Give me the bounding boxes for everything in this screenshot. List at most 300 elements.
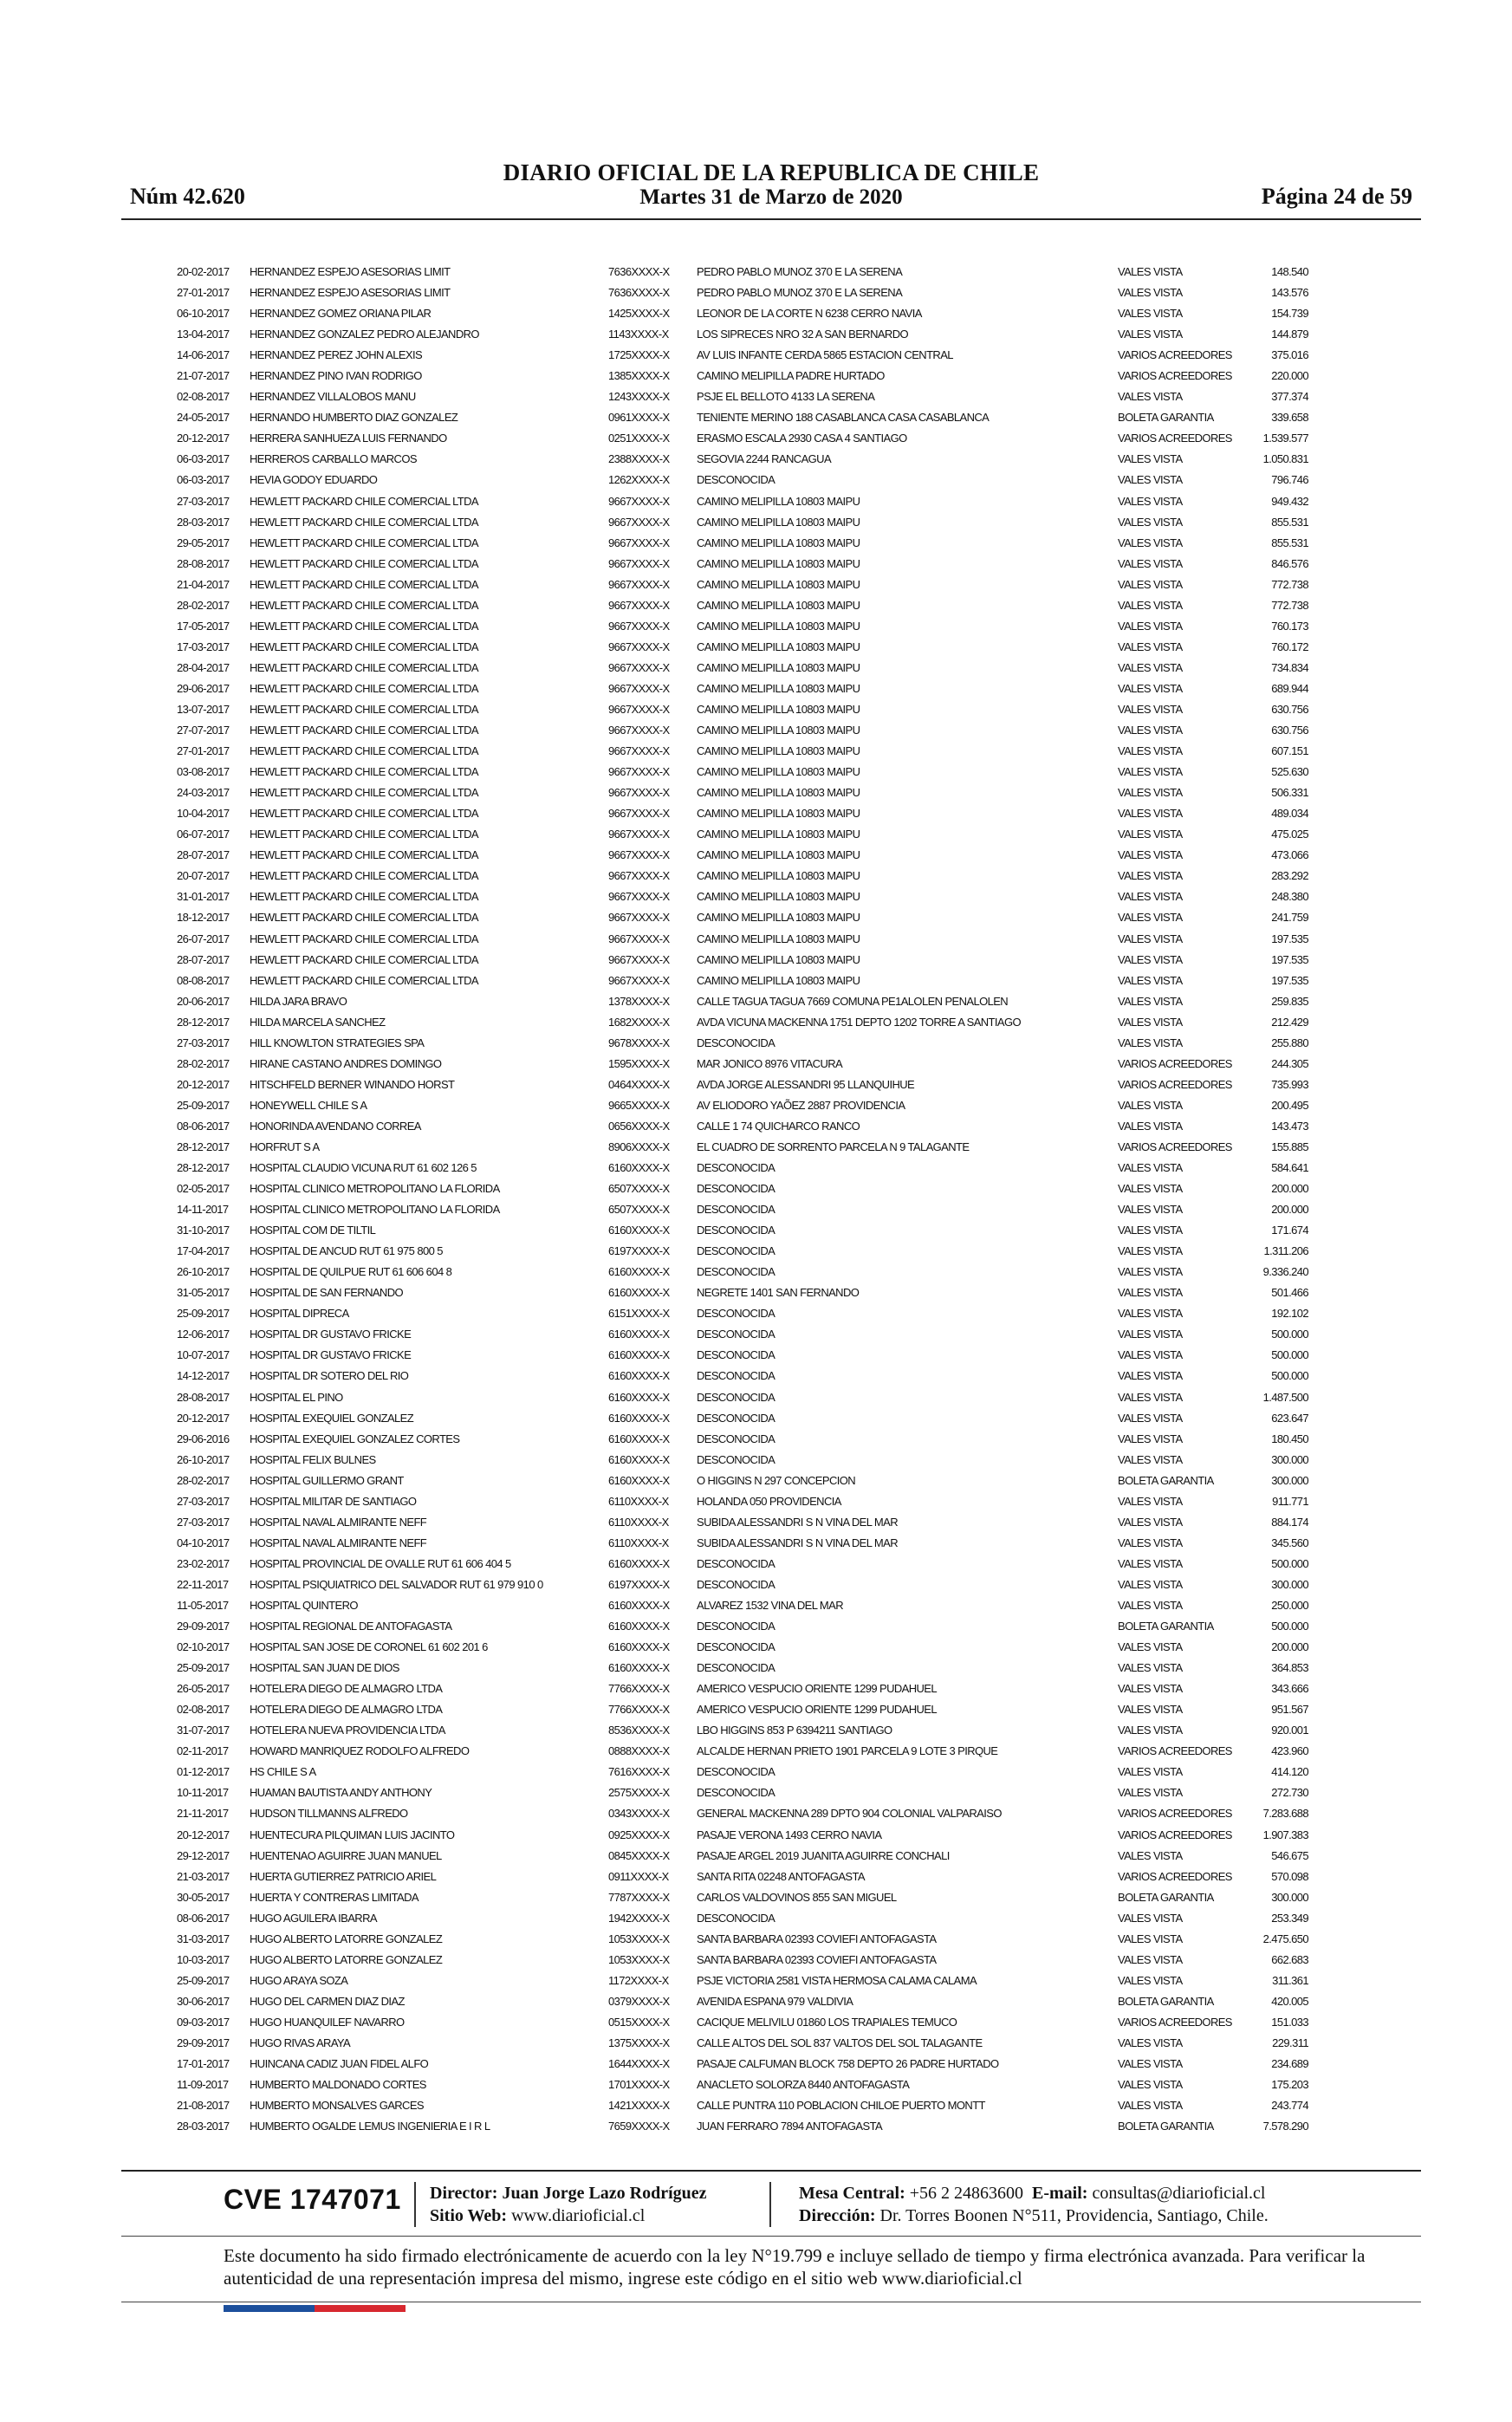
row-rut: 9667XXXX-X bbox=[608, 660, 670, 674]
row-instrument: VALES VISTA bbox=[1118, 744, 1183, 758]
row-name: HOSPITAL DR GUSTAVO FRICKE bbox=[250, 1348, 412, 1362]
row-name: HOSPITAL NAVAL ALMIRANTE NEFF bbox=[250, 1515, 427, 1529]
row-date: 20-12-2017 bbox=[177, 1828, 230, 1841]
row-address: AV LUIS INFANTE CERDA 5865 ESTACION CENTRAL bbox=[697, 348, 953, 362]
row-amount: 546.675 bbox=[1271, 1848, 1308, 1862]
row-address: LEONOR DE LA CORTE N 6238 CERRO NAVIA bbox=[697, 307, 922, 321]
row-rut: 9667XXXX-X bbox=[608, 890, 670, 904]
row-name: HOSPITAL DE ANCUD RUT 61 975 800 5 bbox=[250, 1244, 443, 1258]
row-amount: 197.535 bbox=[1271, 952, 1308, 966]
row-name: HOSPITAL EL PINO bbox=[250, 1390, 343, 1404]
row-instrument: VALES VISTA bbox=[1118, 1952, 1183, 1966]
row-name: HERNANDEZ GONZALEZ PEDRO ALEJANDRO bbox=[250, 328, 479, 341]
row-date: 20-07-2017 bbox=[177, 869, 230, 883]
table-row bbox=[177, 762, 1308, 782]
row-date: 29-09-2017 bbox=[177, 1620, 230, 1633]
row-amount: 197.535 bbox=[1271, 932, 1308, 945]
row-instrument: VARIOS ACREEDORES bbox=[1118, 1140, 1232, 1153]
row-instrument: BOLETA GARANTIA bbox=[1118, 1620, 1214, 1633]
row-date: 08-06-2017 bbox=[177, 1911, 230, 1925]
row-name: HUDSON TILLMANNS ALFREDO bbox=[250, 1807, 408, 1821]
row-instrument: VALES VISTA bbox=[1118, 994, 1183, 1008]
row-address: MAR JONICO 8976 VITACURA bbox=[697, 1056, 843, 1070]
row-amount: 949.432 bbox=[1271, 494, 1308, 508]
row-name: HOTELERA DIEGO DE ALMAGRO LTDA bbox=[250, 1703, 443, 1717]
row-address: CAMINO MELIPILLA 10803 MAIPU bbox=[697, 932, 860, 945]
row-instrument: VALES VISTA bbox=[1118, 1661, 1183, 1675]
row-rut: 1385XXXX-X bbox=[608, 369, 670, 383]
table-row bbox=[177, 1366, 1308, 1386]
row-instrument: BOLETA GARANTIA bbox=[1118, 1473, 1214, 1487]
row-instrument: VALES VISTA bbox=[1118, 1203, 1183, 1217]
row-instrument: VARIOS ACREEDORES bbox=[1118, 1056, 1232, 1070]
table-row bbox=[177, 1137, 1308, 1158]
row-rut: 7766XXXX-X bbox=[608, 1682, 670, 1696]
row-name: HONEYWELL CHILE S A bbox=[250, 1098, 367, 1112]
row-instrument: BOLETA GARANTIA bbox=[1118, 1994, 1214, 2008]
row-instrument: VALES VISTA bbox=[1118, 1973, 1183, 1987]
table-row bbox=[177, 1803, 1308, 1824]
row-instrument: VALES VISTA bbox=[1118, 681, 1183, 695]
row-instrument: VALES VISTA bbox=[1118, 1265, 1183, 1279]
row-amount: 920.001 bbox=[1271, 1724, 1308, 1737]
row-name: HOSPITAL FELIX BULNES bbox=[250, 1452, 376, 1466]
row-name: HOSPITAL CLINICO METROPOLITANO LA FLORIDA bbox=[250, 1182, 500, 1196]
row-name: HOSPITAL EXEQUIEL GONZALEZ CORTES bbox=[250, 1432, 460, 1445]
row-address: DESCONOCIDA bbox=[697, 1182, 775, 1196]
row-amount: 760.172 bbox=[1271, 640, 1308, 653]
contact-line bbox=[799, 2182, 1269, 2204]
row-date: 25-09-2017 bbox=[177, 1661, 230, 1675]
row-amount: 234.689 bbox=[1271, 2057, 1308, 2071]
records-table bbox=[177, 262, 1308, 2137]
row-address: CAMINO MELIPILLA 10803 MAIPU bbox=[697, 515, 860, 529]
row-address: PEDRO PABLO MUNOZ 370 E LA SERENA bbox=[697, 286, 903, 300]
row-address: LBO HIGGINS 853 P 6394211 SANTIAGO bbox=[697, 1724, 892, 1737]
cve-code: CVE 1747071 bbox=[224, 2184, 401, 2215]
table-row bbox=[177, 1512, 1308, 1533]
row-amount: 200.495 bbox=[1271, 1098, 1308, 1112]
row-amount: 584.641 bbox=[1271, 1161, 1308, 1175]
row-amount: 760.173 bbox=[1271, 619, 1308, 633]
row-instrument: VALES VISTA bbox=[1118, 1786, 1183, 1800]
row-address: CAMINO MELIPILLA 10803 MAIPU bbox=[697, 724, 860, 737]
row-instrument: VALES VISTA bbox=[1118, 286, 1183, 300]
row-amount: 175.203 bbox=[1271, 2078, 1308, 2092]
row-address: CAMINO MELIPILLA 10803 MAIPU bbox=[697, 640, 860, 653]
row-name: HOTELERA DIEGO DE ALMAGRO LTDA bbox=[250, 1682, 443, 1696]
table-row bbox=[177, 1450, 1308, 1471]
row-name: HOSPITAL DR SOTERO DEL RIO bbox=[250, 1369, 409, 1383]
table-row bbox=[177, 1012, 1308, 1033]
row-address: DESCONOCIDA bbox=[697, 1661, 775, 1675]
row-name: HUINCANA CADIZ JUAN FIDEL ALFO bbox=[250, 2057, 429, 2071]
row-date: 13-07-2017 bbox=[177, 702, 230, 716]
row-address: CAMINO MELIPILLA 10803 MAIPU bbox=[697, 911, 860, 925]
row-instrument: VALES VISTA bbox=[1118, 1703, 1183, 1717]
table-row bbox=[177, 470, 1308, 490]
row-name: HOSPITAL DE SAN FERNANDO bbox=[250, 1286, 404, 1300]
row-address: CAMINO MELIPILLA 10803 MAIPU bbox=[697, 807, 860, 821]
row-rut: 6160XXXX-X bbox=[608, 1390, 670, 1404]
table-row bbox=[177, 720, 1308, 741]
row-amount: 364.853 bbox=[1271, 1661, 1308, 1675]
row-amount: 884.174 bbox=[1271, 1515, 1308, 1529]
row-address: AMERICO VESPUCIO ORIENTE 1299 PUDAHUEL bbox=[697, 1682, 938, 1696]
row-name: HUMBERTO OGALDE LEMUS INGENIERIA E I R L bbox=[250, 2120, 490, 2133]
table-row bbox=[177, 1491, 1308, 1512]
row-rut: 6110XXXX-X bbox=[608, 1515, 669, 1529]
row-date: 27-03-2017 bbox=[177, 1494, 230, 1508]
email-link[interactable]: consultas@diarioficial.cl bbox=[1092, 2184, 1266, 2203]
row-instrument: VALES VISTA bbox=[1118, 1161, 1183, 1175]
row-instrument: VALES VISTA bbox=[1118, 640, 1183, 653]
row-rut: 0379XXXX-X bbox=[608, 1994, 670, 2008]
row-date: 11-09-2017 bbox=[177, 2078, 229, 2092]
row-amount: 200.000 bbox=[1271, 1203, 1308, 1217]
table-row bbox=[177, 1054, 1308, 1075]
row-name: HEWLETT PACKARD CHILE COMERCIAL LTDA bbox=[250, 869, 478, 883]
table-row bbox=[177, 366, 1308, 386]
row-amount: 951.567 bbox=[1271, 1703, 1308, 1717]
row-amount: 630.756 bbox=[1271, 702, 1308, 716]
row-date: 03-08-2017 bbox=[177, 765, 230, 779]
row-amount: 243.774 bbox=[1271, 2099, 1308, 2113]
row-address: CAMINO MELIPILLA 10803 MAIPU bbox=[697, 494, 860, 508]
address-value: Dr. Torres Boonen N°511, Providencia, Santiago, Chile. bbox=[879, 2206, 1269, 2225]
row-date: 27-03-2017 bbox=[177, 1036, 230, 1049]
row-date: 06-03-2017 bbox=[177, 473, 230, 487]
row-amount: 855.531 bbox=[1271, 515, 1308, 529]
row-rut: 9667XXXX-X bbox=[608, 640, 670, 653]
row-name: HEWLETT PACKARD CHILE COMERCIAL LTDA bbox=[250, 848, 478, 862]
row-rut: 1262XXXX-X bbox=[608, 473, 670, 487]
row-rut: 9667XXXX-X bbox=[608, 598, 670, 612]
row-address: AVENIDA ESPANA 979 VALDIVIA bbox=[697, 1994, 853, 2008]
row-instrument: VARIOS ACREEDORES bbox=[1118, 1744, 1232, 1758]
row-address: CAMINO MELIPILLA 10803 MAIPU bbox=[697, 973, 860, 987]
row-date: 27-03-2017 bbox=[177, 1515, 230, 1529]
row-date: 02-05-2017 bbox=[177, 1182, 230, 1196]
row-amount: 500.000 bbox=[1271, 1348, 1308, 1362]
row-address: SANTA RITA 02248 ANTOFAGASTA bbox=[697, 1869, 865, 1883]
row-date: 27-07-2017 bbox=[177, 724, 230, 737]
table-row bbox=[177, 1033, 1308, 1054]
row-instrument: VALES VISTA bbox=[1118, 452, 1183, 466]
row-name: HEWLETT PACKARD CHILE COMERCIAL LTDA bbox=[250, 744, 478, 758]
table-row bbox=[177, 449, 1308, 470]
row-name: HERNANDEZ GOMEZ ORIANA PILAR bbox=[250, 307, 432, 321]
row-instrument: VALES VISTA bbox=[1118, 515, 1183, 529]
row-date: 02-08-2017 bbox=[177, 390, 230, 404]
row-amount: 7.578.290 bbox=[1262, 2120, 1308, 2133]
row-date: 02-08-2017 bbox=[177, 1703, 230, 1717]
row-amount: 414.120 bbox=[1271, 1765, 1308, 1779]
row-date: 24-05-2017 bbox=[177, 411, 230, 425]
row-address: CAMINO MELIPILLA 10803 MAIPU bbox=[697, 786, 860, 800]
row-amount: 735.993 bbox=[1271, 1077, 1308, 1091]
row-address: DESCONOCIDA bbox=[697, 1786, 775, 1800]
row-name: HOSPITAL QUINTERO bbox=[250, 1599, 358, 1612]
row-amount: 473.066 bbox=[1271, 848, 1308, 862]
row-name: HUGO ALBERTO LATORRE GONZALEZ bbox=[250, 1932, 443, 1945]
row-address: ALVAREZ 1532 VINA DEL MAR bbox=[697, 1599, 843, 1612]
row-address: PSJE EL BELLOTO 4133 LA SERENA bbox=[697, 390, 875, 404]
row-date: 30-06-2017 bbox=[177, 1994, 230, 2008]
row-instrument: VALES VISTA bbox=[1118, 556, 1183, 570]
row-instrument: VALES VISTA bbox=[1118, 2036, 1183, 2049]
table-row bbox=[177, 1324, 1308, 1345]
row-name: HEWLETT PACKARD CHILE COMERCIAL LTDA bbox=[250, 577, 478, 591]
table-row bbox=[177, 1408, 1308, 1429]
row-date: 10-04-2017 bbox=[177, 807, 230, 821]
row-rut: 6197XXXX-X bbox=[608, 1577, 670, 1591]
row-name: HERREROS CARBALLO MARCOS bbox=[250, 452, 417, 466]
row-amount: 200.000 bbox=[1271, 1640, 1308, 1654]
table-row bbox=[177, 845, 1308, 866]
row-instrument: VALES VISTA bbox=[1118, 932, 1183, 945]
row-address: SANTA BARBARA 02393 COVIEFI ANTOFAGASTA bbox=[697, 1952, 937, 1966]
row-rut: 6160XXXX-X bbox=[608, 1369, 670, 1383]
row-date: 22-11-2017 bbox=[177, 1577, 229, 1591]
row-name: HEWLETT PACKARD CHILE COMERCIAL LTDA bbox=[250, 494, 478, 508]
row-date: 31-05-2017 bbox=[177, 1286, 230, 1300]
table-row bbox=[177, 1158, 1308, 1179]
row-address: DESCONOCIDA bbox=[697, 1265, 775, 1279]
row-date: 28-02-2017 bbox=[177, 1473, 230, 1487]
row-instrument: VALES VISTA bbox=[1118, 828, 1183, 841]
row-address: AMERICO VESPUCIO ORIENTE 1299 PUDAHUEL bbox=[697, 1703, 938, 1717]
table-row bbox=[177, 1179, 1308, 1199]
row-rut: 6160XXXX-X bbox=[608, 1661, 670, 1675]
row-address: DESCONOCIDA bbox=[697, 1640, 775, 1654]
table-row bbox=[177, 1262, 1308, 1282]
row-name: HERNANDEZ VILLALOBOS MANU bbox=[250, 390, 416, 404]
address-label: Dirección: bbox=[799, 2206, 876, 2225]
row-rut: 9667XXXX-X bbox=[608, 619, 670, 633]
row-rut: 6160XXXX-X bbox=[608, 1599, 670, 1612]
row-date: 14-06-2017 bbox=[177, 348, 230, 362]
row-date: 17-03-2017 bbox=[177, 640, 230, 653]
table-row bbox=[177, 491, 1308, 512]
row-address: DESCONOCIDA bbox=[697, 1369, 775, 1383]
row-rut: 1143XXXX-X bbox=[608, 328, 669, 341]
row-name: HEWLETT PACKARD CHILE COMERCIAL LTDA bbox=[250, 556, 478, 570]
row-instrument: VALES VISTA bbox=[1118, 1932, 1183, 1945]
row-name: HOSPITAL NAVAL ALMIRANTE NEFF bbox=[250, 1536, 427, 1549]
row-instrument: VALES VISTA bbox=[1118, 1286, 1183, 1300]
row-address: CALLE TAGUA TAGUA 7669 COMUNA PE1ALOLEN PENALOLEN bbox=[697, 994, 1009, 1008]
row-rut: 9667XXXX-X bbox=[608, 765, 670, 779]
row-date: 28-12-2017 bbox=[177, 1015, 230, 1029]
website-link[interactable]: www.diarioficial.cl bbox=[511, 2206, 646, 2225]
table-row bbox=[177, 886, 1308, 907]
row-address: DESCONOCIDA bbox=[697, 1224, 775, 1237]
row-rut: 0911XXXX-X bbox=[608, 1869, 669, 1883]
table-row bbox=[177, 1637, 1308, 1658]
row-date: 29-05-2017 bbox=[177, 536, 230, 549]
table-row bbox=[177, 2054, 1308, 2075]
row-amount: 248.380 bbox=[1271, 890, 1308, 904]
row-date: 25-09-2017 bbox=[177, 1098, 230, 1112]
row-rut: 9667XXXX-X bbox=[608, 869, 670, 883]
row-instrument: VALES VISTA bbox=[1118, 577, 1183, 591]
table-row bbox=[177, 907, 1308, 928]
row-amount: 607.151 bbox=[1271, 744, 1308, 758]
row-amount: 1.050.831 bbox=[1262, 452, 1308, 466]
row-rut: 1644XXXX-X bbox=[608, 2057, 670, 2071]
table-row bbox=[177, 971, 1308, 991]
row-instrument: VALES VISTA bbox=[1118, 1640, 1183, 1654]
row-rut: 7616XXXX-X bbox=[608, 1765, 670, 1779]
row-name: HEWLETT PACKARD CHILE COMERCIAL LTDA bbox=[250, 932, 478, 945]
row-name: HERNANDEZ ESPEJO ASESORIAS LIMIT bbox=[250, 286, 451, 300]
table-row bbox=[177, 428, 1308, 449]
row-address: DESCONOCIDA bbox=[697, 1452, 775, 1466]
row-rut: 9667XXXX-X bbox=[608, 828, 670, 841]
row-address: PASAJE ARGEL 2019 JUANITA AGUIRRE CONCHALI bbox=[697, 1848, 950, 1862]
row-address: CAMINO MELIPILLA 10803 MAIPU bbox=[697, 952, 860, 966]
row-instrument: VALES VISTA bbox=[1118, 848, 1183, 862]
row-amount: 500.000 bbox=[1271, 1620, 1308, 1633]
row-rut: 9667XXXX-X bbox=[608, 786, 670, 800]
row-rut: 1378XXXX-X bbox=[608, 994, 670, 1008]
table-row bbox=[177, 950, 1308, 971]
row-amount: 772.738 bbox=[1271, 577, 1308, 591]
row-date: 14-12-2017 bbox=[177, 1369, 230, 1383]
row-address: SANTA BARBARA 02393 COVIEFI ANTOFAGASTA bbox=[697, 1932, 937, 1945]
row-instrument: VALES VISTA bbox=[1118, 1224, 1183, 1237]
row-name: HOSPITAL CLAUDIO VICUNA RUT 61 602 126 5 bbox=[250, 1161, 477, 1175]
row-amount: 345.560 bbox=[1271, 1536, 1308, 1549]
table-row bbox=[177, 1116, 1308, 1137]
table-row bbox=[177, 386, 1308, 407]
row-instrument: VALES VISTA bbox=[1118, 1765, 1183, 1779]
row-name: HUGO ALBERTO LATORRE GONZALEZ bbox=[250, 1952, 443, 1966]
row-amount: 689.944 bbox=[1271, 681, 1308, 695]
row-amount: 339.658 bbox=[1271, 411, 1308, 425]
row-date: 27-01-2017 bbox=[177, 744, 230, 758]
row-rut: 0656XXXX-X bbox=[608, 1119, 670, 1133]
table-row bbox=[177, 1095, 1308, 1116]
row-name: HUENTECURA PILQUIMAN LUIS JACINTO bbox=[250, 1828, 455, 1841]
row-amount: 846.576 bbox=[1271, 556, 1308, 570]
row-amount: 343.666 bbox=[1271, 1682, 1308, 1696]
row-rut: 9667XXXX-X bbox=[608, 911, 670, 925]
row-name: HILL KNOWLTON STRATEGIES SPA bbox=[250, 1036, 425, 1049]
row-amount: 154.739 bbox=[1271, 307, 1308, 321]
row-rut: 9667XXXX-X bbox=[608, 952, 670, 966]
row-address: CAMINO MELIPILLA 10803 MAIPU bbox=[697, 536, 860, 549]
row-instrument: VALES VISTA bbox=[1118, 1536, 1183, 1549]
row-date: 20-12-2017 bbox=[177, 432, 230, 445]
table-row bbox=[177, 1533, 1308, 1554]
row-date: 31-07-2017 bbox=[177, 1724, 230, 1737]
issue-number: Núm 42.620 bbox=[130, 184, 245, 209]
email-label: E-mail: bbox=[1032, 2184, 1088, 2203]
row-name: HERNANDEZ PEREZ JOHN ALEXIS bbox=[250, 348, 423, 362]
row-rut: 6160XXXX-X bbox=[608, 1473, 670, 1487]
row-address: DESCONOCIDA bbox=[697, 1348, 775, 1362]
row-address: GENERAL MACKENNA 289 DPTO 904 COLONIAL VALPARAISO bbox=[697, 1807, 1002, 1821]
table-row bbox=[177, 1741, 1308, 1762]
row-amount: 283.292 bbox=[1271, 869, 1308, 883]
table-row bbox=[177, 824, 1308, 845]
row-name: HOSPITAL PSIQUIATRICO DEL SALVADOR RUT 61 979 910 0 bbox=[250, 1577, 543, 1591]
row-rut: 0343XXXX-X bbox=[608, 1807, 670, 1821]
mesa-phone: +56 2 24863600 bbox=[909, 2184, 1024, 2203]
row-rut: 9665XXXX-X bbox=[608, 1098, 670, 1112]
row-rut: 0925XXXX-X bbox=[608, 1828, 670, 1841]
row-rut: 6160XXXX-X bbox=[608, 1432, 670, 1445]
row-rut: 9667XXXX-X bbox=[608, 744, 670, 758]
row-instrument: VARIOS ACREEDORES bbox=[1118, 432, 1232, 445]
row-amount: 148.540 bbox=[1271, 265, 1308, 278]
row-amount: 272.730 bbox=[1271, 1786, 1308, 1800]
row-rut: 6160XXXX-X bbox=[608, 1620, 670, 1633]
row-date: 20-06-2017 bbox=[177, 994, 230, 1008]
row-instrument: VARIOS ACREEDORES bbox=[1118, 348, 1232, 362]
row-address: PEDRO PABLO MUNOZ 370 E LA SERENA bbox=[697, 265, 903, 278]
row-date: 04-10-2017 bbox=[177, 1536, 230, 1549]
page-indicator: Página 24 de 59 bbox=[1261, 184, 1412, 209]
row-amount: 1.487.500 bbox=[1262, 1390, 1308, 1404]
row-date: 28-08-2017 bbox=[177, 556, 230, 570]
row-date: 29-06-2017 bbox=[177, 681, 230, 695]
flag-stripe bbox=[224, 2305, 406, 2312]
row-amount: 855.531 bbox=[1271, 536, 1308, 549]
row-address: CAMINO MELIPILLA 10803 MAIPU bbox=[697, 660, 860, 674]
row-rut: 0845XXXX-X bbox=[608, 1848, 670, 1862]
row-amount: 734.834 bbox=[1271, 660, 1308, 674]
row-amount: 9.336.240 bbox=[1262, 1265, 1308, 1279]
row-amount: 155.885 bbox=[1271, 1140, 1308, 1153]
table-row bbox=[177, 324, 1308, 345]
row-amount: 255.880 bbox=[1271, 1036, 1308, 1049]
table-row bbox=[177, 637, 1308, 658]
table-row bbox=[177, 1929, 1308, 1950]
row-amount: 180.450 bbox=[1271, 1432, 1308, 1445]
row-rut: 6160XXXX-X bbox=[608, 1224, 670, 1237]
row-date: 13-04-2017 bbox=[177, 328, 230, 341]
row-instrument: VALES VISTA bbox=[1118, 390, 1183, 404]
row-instrument: VALES VISTA bbox=[1118, 265, 1183, 278]
row-address: CARLOS VALDOVINOS 855 SAN MIGUEL bbox=[697, 1890, 897, 1904]
row-name: HOSPITAL CLINICO METROPOLITANO LA FLORIDA bbox=[250, 1203, 500, 1217]
row-amount: 506.331 bbox=[1271, 786, 1308, 800]
row-address: CAMINO MELIPILLA PADRE HURTADO bbox=[697, 369, 885, 383]
row-rut: 6160XXXX-X bbox=[608, 1286, 670, 1300]
row-name: HOSPITAL SAN JOSE DE CORONEL 61 602 201 6 bbox=[250, 1640, 488, 1654]
table-row bbox=[177, 2075, 1308, 2095]
row-rut: 7787XXXX-X bbox=[608, 1890, 670, 1904]
row-date: 21-08-2017 bbox=[177, 2099, 230, 2113]
row-rut: 6507XXXX-X bbox=[608, 1203, 670, 1217]
row-rut: 1243XXXX-X bbox=[608, 390, 670, 404]
row-rut: 6160XXXX-X bbox=[608, 1640, 670, 1654]
row-address: ANACLETO SOLORZA 8440 ANTOFAGASTA bbox=[697, 2078, 910, 2092]
row-amount: 630.756 bbox=[1271, 724, 1308, 737]
row-date: 25-09-2017 bbox=[177, 1973, 230, 1987]
row-address: CAMINO MELIPILLA 10803 MAIPU bbox=[697, 765, 860, 779]
row-address: EL CUADRO DE SORRENTO PARCELA N 9 TALAGANTE bbox=[697, 1140, 970, 1153]
row-instrument: VARIOS ACREEDORES bbox=[1118, 369, 1232, 383]
row-address: AVDA JORGE ALESSANDRI 95 LLANQUIHUE bbox=[697, 1077, 915, 1091]
row-name: HEWLETT PACKARD CHILE COMERCIAL LTDA bbox=[250, 681, 478, 695]
row-amount: 489.034 bbox=[1271, 807, 1308, 821]
row-instrument: VALES VISTA bbox=[1118, 1098, 1183, 1112]
row-name: HEWLETT PACKARD CHILE COMERCIAL LTDA bbox=[250, 890, 478, 904]
